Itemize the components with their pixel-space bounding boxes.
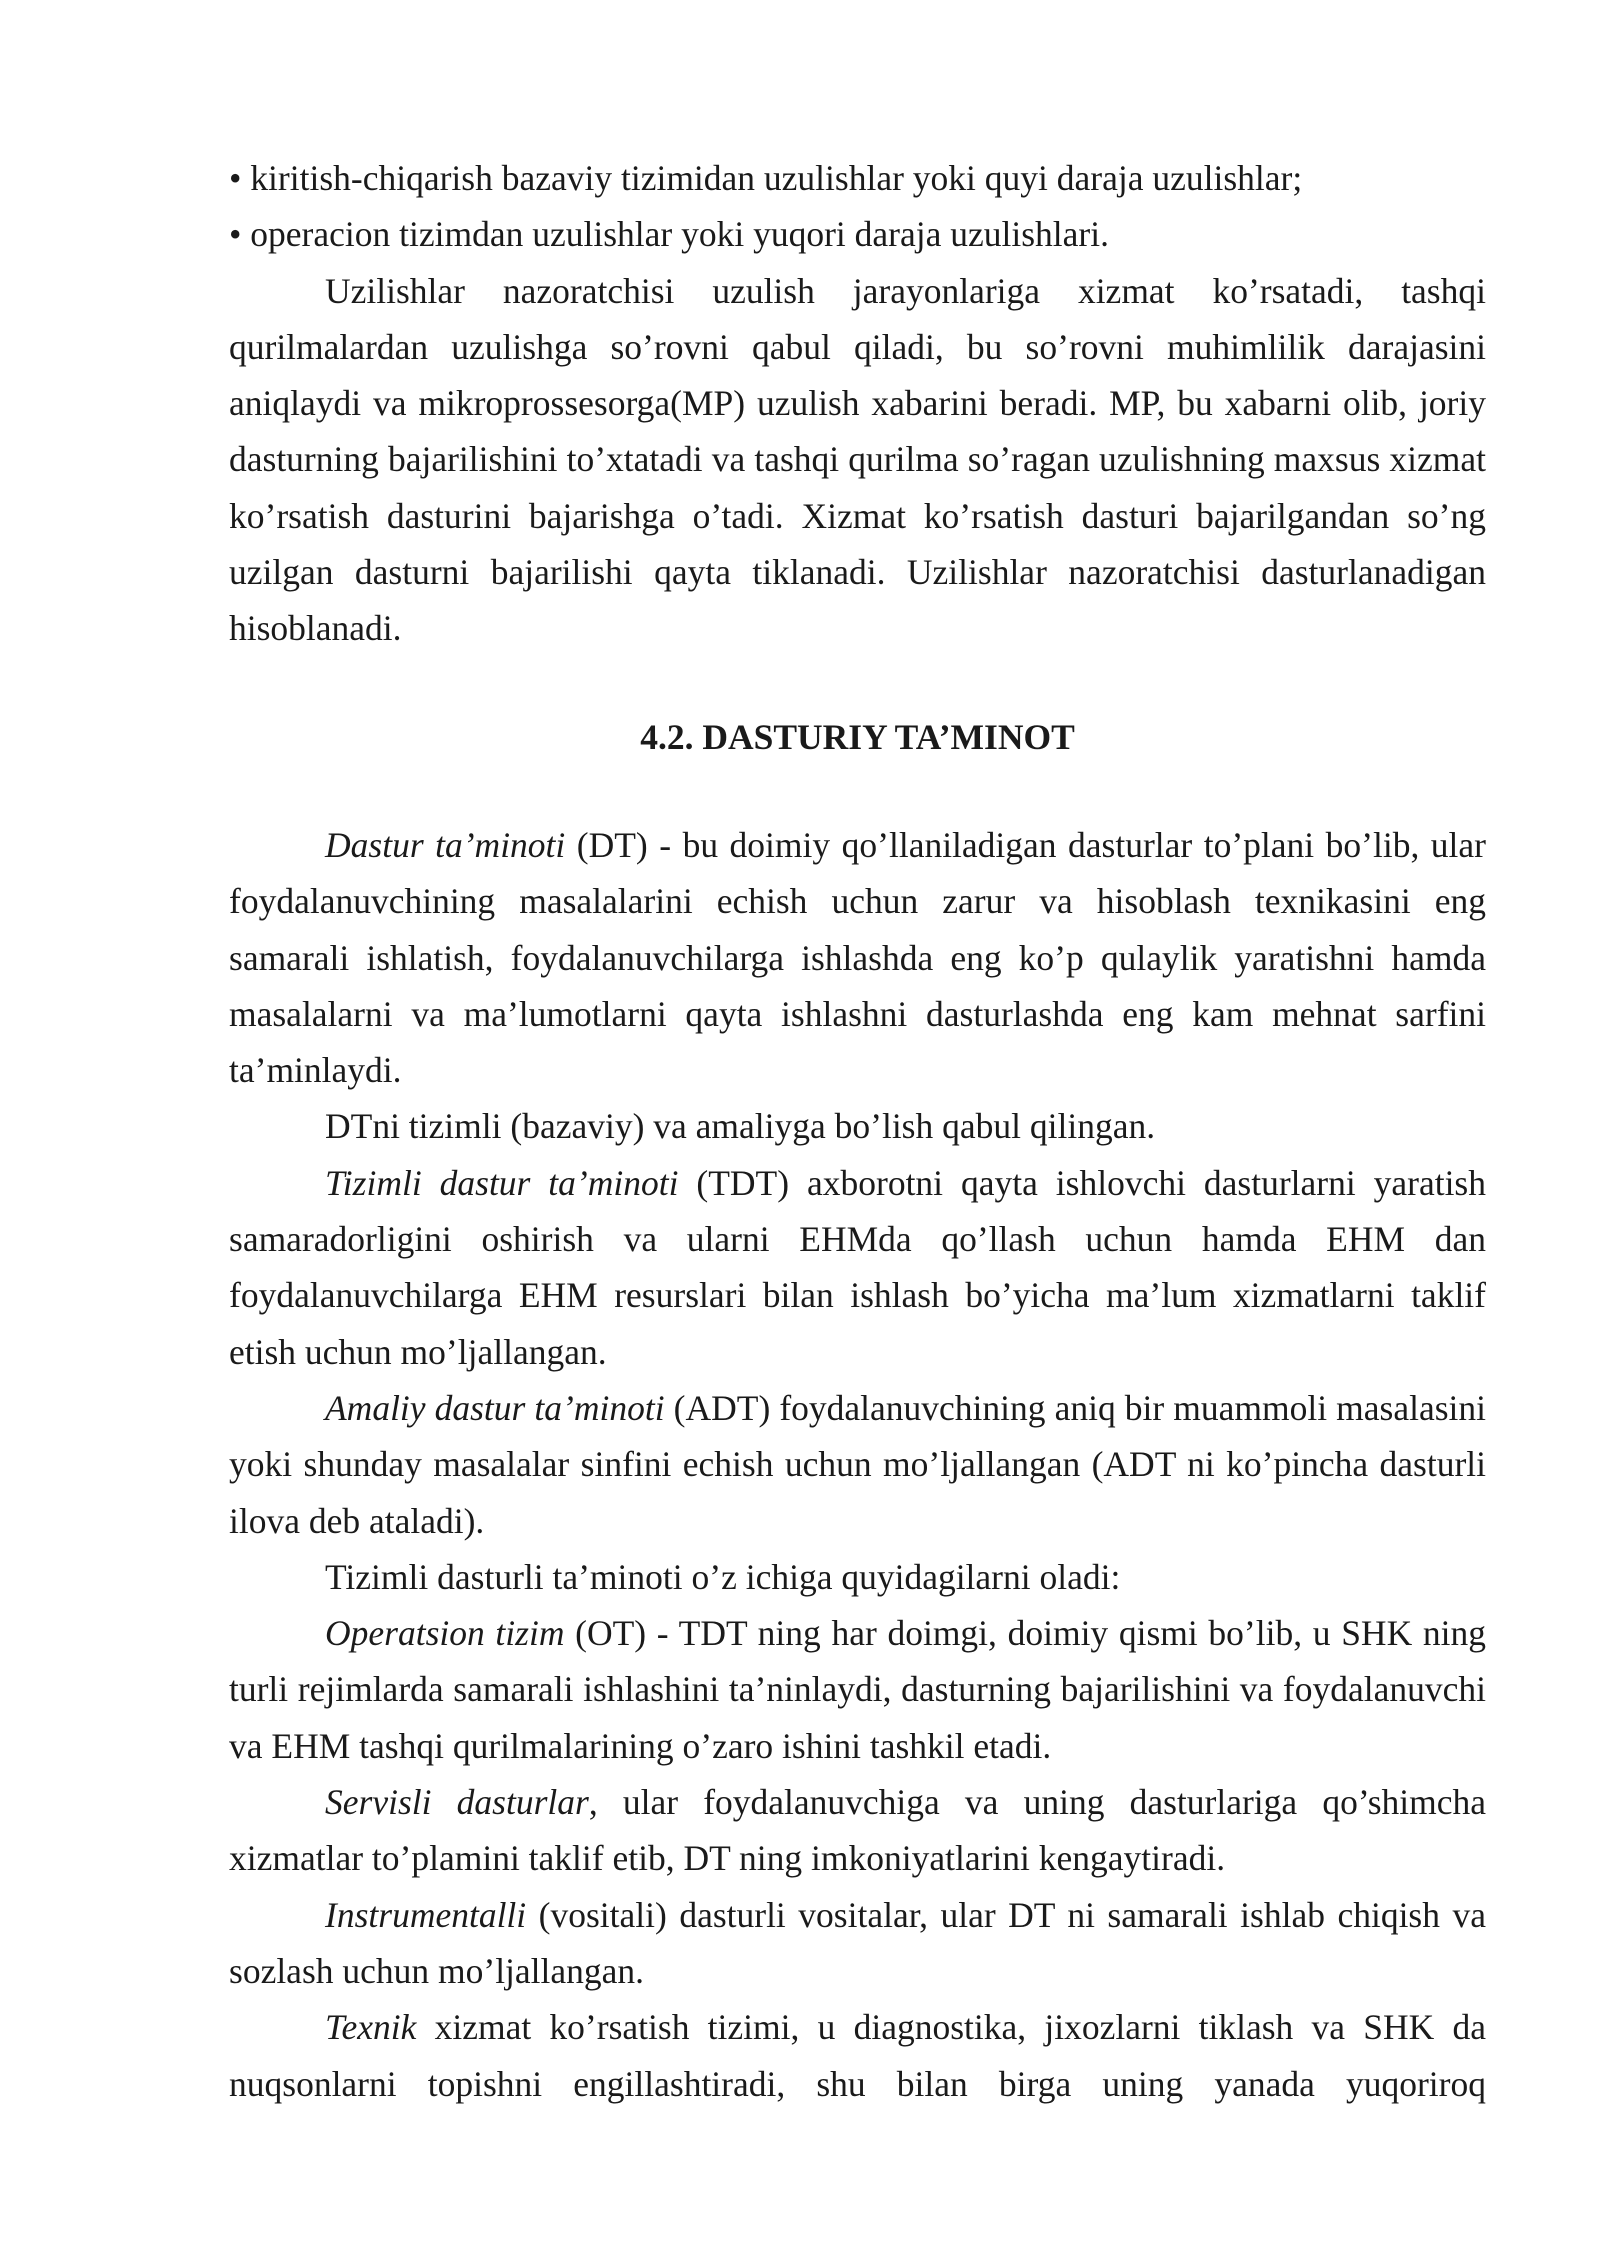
paragraph-split: DTni tizimli (bazaviy) va amaliyga bo’lish qabul qilingan. bbox=[325, 1106, 1156, 1147]
paragraph-dt bbox=[229, 817, 1486, 1098]
term-dt: Dastur ta’minoti bbox=[325, 824, 566, 865]
term-tdt: Tizimli dastur ta’minoti bbox=[325, 1162, 679, 1203]
paragraph-ot bbox=[229, 1605, 1486, 1774]
paragraph-service-text: , ular foydalanuvchiga va uning dasturlariga qo’shimcha xizmatlar to’plamini taklif etib, DT ning imkoniyatlarini kengaytiradi. bbox=[229, 1782, 1486, 1879]
term-technical: Texnik bbox=[325, 2007, 417, 2048]
term-instrumental: Instrumentalli bbox=[325, 1894, 527, 1935]
paragraph-includes: Tizimli dasturli ta’minoti o’z ichiga quyidagilarni oladi: bbox=[325, 1556, 1121, 1597]
paragraph-tdt-text: (TDT) axborotni qayta ishlovchi dasturlarni yaratish samaradorligini oshirish va ularni EHMda qo’llash uchun hamda EHM dan foydalanuvchilarga EHM resurslari bilan ishlash bo’yicha ma’lum xizmatlarni taklif etish uchun mo’ljallangan. bbox=[229, 1162, 1486, 1372]
paragraph-interrupts: Uzilishlar nazoratchisi uzulish jarayonlariga xizmat ko’rsatadi, tashqi qurilmalardan uzulishga so’rovni qabul qiladi, bu so’rovni muhimlilik darajasini aniqlaydi va mikroprossesorga(MP) uzulish xabarini beradi. MP, bu xabarni olib, joriy dasturning bajarilishini to’xtatadi va tashqi qurilma so’ragan uzulishning maxsus xizmat ko’rsatish dasturini bajarishga o’tadi. Xizmat ko’rsatish dasturi bajarilgandan so’ng uzilgan dasturni bajarilishi qayta tiklanadi. Uzilishlar nazoratchisi dasturlanadigan hisoblanadi. bbox=[229, 270, 1486, 649]
paragraph-service bbox=[229, 1774, 1486, 1887]
paragraph-technical-text: xizmat ko’rsatish tizimi, u diagnostika, jixozlarni tiklash va SHK da nuqsonlarni topishni engillashtiradi, shu bilan birga uning yanada yuqoriroq bbox=[229, 2007, 1486, 2104]
paragraph-ot-text: (OT) - TDT ning har doimgi, doimiy qismi bo’lib, u SHK ning turli rejimlarda samarali ishlashini ta’ninlaydi, dasturning bajarilishini va foydalanuvchi va EHM tashqi qurilmalarining o’zaro ishini tashkil etadi. bbox=[229, 1613, 1486, 1766]
paragraph-adt bbox=[229, 1380, 1486, 1549]
bullet-item-1: • kiritish-chiqarish bazaviy tizimidan uzulishlar yoki quyi daraja uzulishlar; bbox=[229, 158, 1303, 198]
paragraph-dt-text: (DT) - bu doimiy qo’llaniladigan dasturlar to’plani bo’lib, ular foydalanuvchining masalalarini echish uchun zarur va hisoblash texnikasini eng samarali ishlatish, foydalanuvchilarga ishlashda eng ko’p qulaylik yaratishni hamda masalalarni va ma’lumotlarni qayta ishlashni dasturlashda eng kam mehnat sarfini ta’minlaydi. bbox=[229, 824, 1487, 1091]
paragraph-instrumental-text: (vositali) dasturli vositalar, ular DT ni samarali ishlab chiqish va sozlash uchun mo’ljallangan. bbox=[229, 1894, 1486, 1991]
term-adt: Amaliy dastur ta’minoti bbox=[325, 1387, 665, 1428]
paragraph-technical bbox=[229, 1999, 1486, 2112]
paragraph-tdt bbox=[229, 1155, 1486, 1380]
section-heading: 4.2. DASTURIY TA’MINOT bbox=[640, 716, 1075, 757]
term-ot: Operatsion tizim bbox=[325, 1613, 565, 1654]
document-body bbox=[229, 150, 1486, 2112]
bullet-item-2: • operacion tizimdan uzulishlar yoki yuqori daraja uzulishlari. bbox=[229, 214, 1109, 255]
term-service: Servisli dasturlar bbox=[325, 1782, 589, 1823]
paragraph-instrumental bbox=[229, 1887, 1486, 2000]
paragraph-adt-text: (ADT) foydalanuvchining aniq bir muammoli masalasini yoki shunday masalalar sinfini echish uchun mo’ljallangan (ADT ni ko’pincha dasturli ilova deb ataladi). bbox=[229, 1387, 1486, 1541]
